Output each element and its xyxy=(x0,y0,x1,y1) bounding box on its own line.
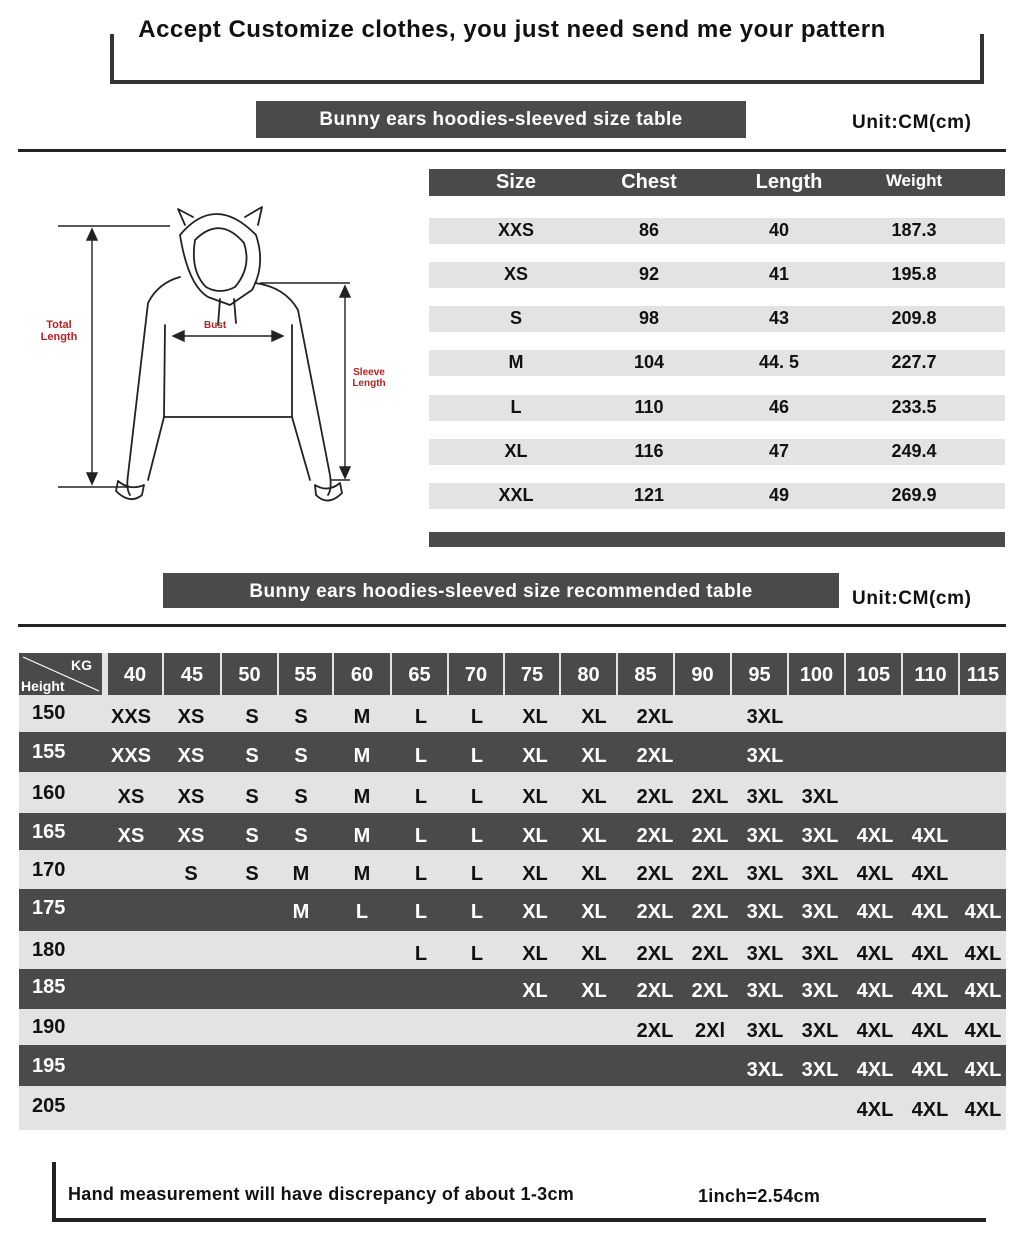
weight-header-cell: 105 xyxy=(846,653,901,695)
size-cell: 3XL xyxy=(801,825,839,847)
height-label: 185 xyxy=(32,976,66,998)
size-cell: XL xyxy=(522,863,548,885)
size-table-cell: 47 xyxy=(768,441,790,461)
weight-header-cell: 70 xyxy=(449,653,503,695)
size-cell: L xyxy=(414,901,428,923)
size-cell: 3XL xyxy=(801,901,839,923)
size-table-cell: 110 xyxy=(634,397,664,417)
height-label: 175 xyxy=(32,897,66,919)
size-cell: 2XL xyxy=(691,863,729,885)
size-table-title: Bunny ears hoodies-sleeved size table xyxy=(256,101,746,138)
size-cell: 4XL xyxy=(911,1020,949,1042)
size-table-cell: 49 xyxy=(768,485,790,505)
size-table-cell: 46 xyxy=(768,397,790,417)
divider xyxy=(18,624,1006,627)
size-cell: 2XL xyxy=(691,901,729,923)
size-cell: 3XL xyxy=(746,825,784,847)
col-chest: Chest xyxy=(621,171,677,193)
size-cell: 3XL xyxy=(746,1059,784,1081)
size-cell: M xyxy=(353,706,371,728)
divider xyxy=(18,149,1006,152)
size-cell: L xyxy=(470,943,484,965)
size-cell: M xyxy=(353,825,371,847)
size-cell: S xyxy=(245,825,259,847)
size-cell: 4XL xyxy=(911,825,949,847)
bust-label: Bust xyxy=(204,320,227,331)
size-table-cell: 195.8 xyxy=(891,264,937,284)
banner-text: Accept Customize clothes, you just need send me your pattern xyxy=(138,16,886,43)
weight-header-cell: 50 xyxy=(222,653,277,695)
size-table-cell: 86 xyxy=(638,220,660,240)
size-cell: 2Xl xyxy=(694,1020,726,1042)
corner-cell xyxy=(19,653,102,695)
size-cell: 4XL xyxy=(911,980,949,1002)
size-table-cell: 187.3 xyxy=(891,220,937,240)
size-cell: 4XL xyxy=(856,980,894,1002)
size-cell: 4XL xyxy=(911,1099,949,1121)
size-cell: 2XL xyxy=(636,943,674,965)
size-cell: S xyxy=(294,706,308,728)
size-table-cell: 269.9 xyxy=(891,485,937,505)
size-cell: XL xyxy=(581,980,607,1002)
hoodie-diagram xyxy=(30,195,410,515)
corner-kg: KG xyxy=(71,657,92,673)
size-cell: XXS xyxy=(110,706,152,728)
size-table-cell: XXS xyxy=(497,220,535,240)
size-cell: 3XL xyxy=(746,943,784,965)
size-cell: XXS xyxy=(110,745,152,767)
size-cell: L xyxy=(414,825,428,847)
height-label: 170 xyxy=(32,859,66,881)
size-cell: 2XL xyxy=(636,980,674,1002)
size-table-cell: 233.5 xyxy=(891,397,937,417)
size-cell: 4XL xyxy=(911,943,949,965)
size-table-header xyxy=(429,169,1005,196)
size-cell: 3XL xyxy=(801,980,839,1002)
size-cell: 2XL xyxy=(636,825,674,847)
size-cell: XS xyxy=(177,745,205,767)
size-cell: S xyxy=(294,745,308,767)
size-cell: 2XL xyxy=(636,863,674,885)
size-table-cell: XL xyxy=(504,441,528,461)
weight-header-cell: 75 xyxy=(505,653,559,695)
weight-header-cell: 110 xyxy=(903,653,958,695)
size-cell: 3XL xyxy=(746,1020,784,1042)
size-table-row xyxy=(429,439,1005,465)
size-table-cell: 209.8 xyxy=(891,308,937,328)
size-cell: XL xyxy=(522,745,548,767)
size-cell: 3XL xyxy=(746,745,784,767)
size-cell: L xyxy=(355,901,369,923)
size-cell: M xyxy=(353,745,371,767)
weight-header-cell: 55 xyxy=(279,653,332,695)
size-cell: 2XL xyxy=(636,745,674,767)
size-cell: 4XL xyxy=(964,1020,1002,1042)
size-table-cell: S xyxy=(509,308,522,328)
size-cell: 4XL xyxy=(856,1099,894,1121)
height-label: 165 xyxy=(32,821,66,843)
size-cell: 4XL xyxy=(856,863,894,885)
conversion-note: 1inch=2.54cm xyxy=(698,1186,821,1206)
size-cell: XL xyxy=(522,980,548,1002)
size-cell: 4XL xyxy=(964,980,1002,1002)
size-cell: 3XL xyxy=(746,980,784,1002)
size-cell: XL xyxy=(581,706,607,728)
size-cell: 4XL xyxy=(964,1099,1002,1121)
size-table-cell: 41 xyxy=(768,264,790,284)
size-table-unit: Unit:CM(cm) xyxy=(852,112,972,133)
size-cell: XL xyxy=(581,825,607,847)
recommend-table-unit: Unit:CM(cm) xyxy=(852,588,972,609)
total-length-label: Total Length xyxy=(40,319,78,343)
size-cell: S xyxy=(184,863,198,885)
size-cell: 2XL xyxy=(636,786,674,808)
size-table-row xyxy=(429,306,1005,332)
size-cell: XL xyxy=(581,745,607,767)
size-table-cell: M xyxy=(508,352,524,372)
size-table-cell: 98 xyxy=(638,308,660,328)
size-cell: XL xyxy=(522,943,548,965)
size-table-cell: 116 xyxy=(634,441,664,461)
size-cell: M xyxy=(292,863,310,885)
size-cell: L xyxy=(414,863,428,885)
weight-header-cell: 100 xyxy=(789,653,844,695)
size-cell: 4XL xyxy=(856,1059,894,1081)
size-cell: XS xyxy=(117,786,145,808)
size-cell: 3XL xyxy=(746,786,784,808)
size-cell: S xyxy=(294,825,308,847)
size-cell: L xyxy=(470,901,484,923)
size-table-cell: 92 xyxy=(638,264,660,284)
size-table-cell: XS xyxy=(503,264,528,284)
size-cell: 3XL xyxy=(746,901,784,923)
size-cell: XS xyxy=(117,825,145,847)
size-cell: 3XL xyxy=(801,786,839,808)
size-table-row xyxy=(429,395,1005,421)
size-cell: 3XL xyxy=(801,1020,839,1042)
size-cell: XS xyxy=(177,786,205,808)
size-table-cell: XXL xyxy=(498,485,534,505)
size-cell: 2XL xyxy=(691,786,729,808)
size-cell: L xyxy=(470,745,484,767)
height-label: 190 xyxy=(32,1016,66,1038)
size-table-row xyxy=(429,262,1005,288)
size-cell: L xyxy=(414,786,428,808)
size-cell: M xyxy=(353,863,371,885)
height-label: 155 xyxy=(32,741,66,763)
size-cell: 2XL xyxy=(636,1020,674,1042)
size-table-row xyxy=(429,218,1005,244)
discrepancy-note: Hand measurement will have discrepancy of about 1-3cm xyxy=(68,1184,575,1204)
size-cell: L xyxy=(470,706,484,728)
height-label: 180 xyxy=(32,939,66,961)
sleeve-length-label: Sleeve Length xyxy=(352,367,386,389)
size-cell: 3XL xyxy=(801,1059,839,1081)
col-size: Size xyxy=(495,171,537,193)
size-cell: 4XL xyxy=(911,1059,949,1081)
size-cell: 4XL xyxy=(856,901,894,923)
size-cell: XL xyxy=(522,825,548,847)
weight-header-cell: 85 xyxy=(618,653,673,695)
size-cell: 2XL xyxy=(636,901,674,923)
size-cell: L xyxy=(470,825,484,847)
size-table-cell: 43 xyxy=(768,308,790,328)
height-label: 205 xyxy=(32,1095,66,1117)
size-cell: 4XL xyxy=(964,943,1002,965)
size-cell: 4XL xyxy=(856,825,894,847)
col-weight: Weight xyxy=(885,171,943,190)
size-table-cell: 40 xyxy=(768,220,790,240)
weight-header-cell: 65 xyxy=(392,653,447,695)
size-cell: XL xyxy=(581,786,607,808)
size-cell: 3XL xyxy=(801,943,839,965)
weight-header-cell: 90 xyxy=(675,653,730,695)
size-cell: M xyxy=(353,786,371,808)
size-cell: XS xyxy=(177,706,205,728)
size-cell: XL xyxy=(522,706,548,728)
size-cell: S xyxy=(245,745,259,767)
size-cell: 4XL xyxy=(911,863,949,885)
size-table-footer-bar xyxy=(429,532,1005,547)
size-cell: XL xyxy=(581,943,607,965)
size-cell: 2XL xyxy=(691,943,729,965)
size-cell: L xyxy=(414,745,428,767)
size-table-cell: 249.4 xyxy=(891,441,937,461)
height-label: 150 xyxy=(32,702,66,724)
size-cell: 3XL xyxy=(801,863,839,885)
size-table-row xyxy=(429,350,1005,376)
size-table-cell: L xyxy=(510,397,522,417)
col-length: Length xyxy=(755,171,823,193)
size-cell: S xyxy=(245,863,259,885)
weight-header-cell: 80 xyxy=(561,653,616,695)
size-cell: 2XL xyxy=(636,706,674,728)
weight-header-cell: 95 xyxy=(732,653,787,695)
size-cell: S xyxy=(294,786,308,808)
size-cell: L xyxy=(414,706,428,728)
size-cell: 4XL xyxy=(964,1059,1002,1081)
weight-header-cell: 115 xyxy=(960,653,1006,695)
size-table-row xyxy=(429,483,1005,509)
size-cell: XL xyxy=(581,863,607,885)
size-table-cell: 121 xyxy=(633,485,665,505)
size-cell: XS xyxy=(177,825,205,847)
size-cell: S xyxy=(245,706,259,728)
size-cell: 4XL xyxy=(964,901,1002,923)
height-label: 195 xyxy=(32,1055,66,1077)
size-cell: 3XL xyxy=(746,706,784,728)
size-table-cell: 104 xyxy=(633,352,665,372)
size-cell: 3XL xyxy=(746,863,784,885)
size-cell: M xyxy=(292,901,310,923)
size-cell: S xyxy=(245,786,259,808)
size-cell: XL xyxy=(522,901,548,923)
size-cell: XL xyxy=(522,786,548,808)
size-cell: 2XL xyxy=(691,825,729,847)
size-table-cell: 227.7 xyxy=(891,352,937,372)
size-cell: L xyxy=(470,786,484,808)
weight-header-cell: 60 xyxy=(334,653,390,695)
size-cell: 4XL xyxy=(911,901,949,923)
recommend-table-title: Bunny ears hoodies-sleeved size recommended table xyxy=(163,573,839,608)
size-cell: 2XL xyxy=(691,980,729,1002)
height-label: 160 xyxy=(32,782,66,804)
weight-header-cell: 40 xyxy=(108,653,162,695)
size-cell: XL xyxy=(581,901,607,923)
size-cell: 4XL xyxy=(856,1020,894,1042)
weight-header-cell: 45 xyxy=(164,653,220,695)
size-cell: 4XL xyxy=(856,943,894,965)
size-cell: L xyxy=(470,863,484,885)
corner-height: Height xyxy=(21,678,65,694)
size-table-cell: 44. 5 xyxy=(758,352,800,372)
size-cell: L xyxy=(414,943,428,965)
